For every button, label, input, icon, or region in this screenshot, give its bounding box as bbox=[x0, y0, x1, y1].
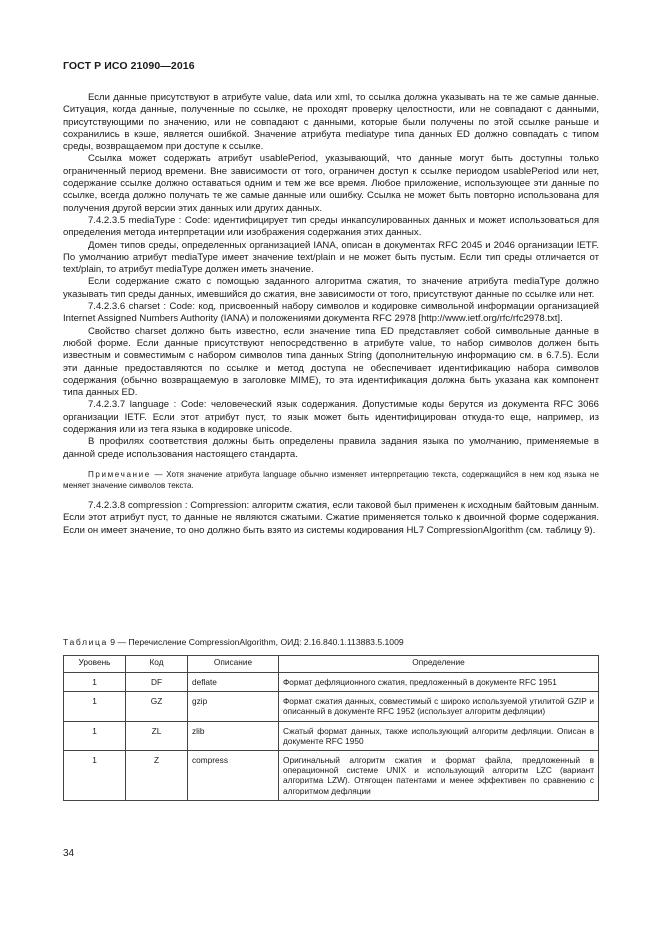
header-cell: Уровень bbox=[64, 656, 126, 673]
header-cell: Код bbox=[126, 656, 188, 673]
paragraph: Если данные присутствуют в атрибуте value, data или xml, то ссылка должна указывать на те же самые данные. Ситуация, когда данные, полученные по ссылке, не проходят проверку целостности, или не совпадают с данными, присутствующими по значению, или не совпадают с данными, которые были получены по этой ссылке раньше и сохранились в кэше, является ошибкой. Значение атрибута mediatype типа данных ED должно совпадать с типом среды, возвращаемом при доступе к ссылке. bbox=[63, 92, 599, 153]
paragraph: Домен типов среды, определенных организацией IANA, описан в документах RFC 2045 и 2046 организации IETF. По умолчанию атрибут mediaType имеет значение text/plain и не может быть пустым. Если тип среды отличается от text/plain, то атрибут mediaType должен иметь значение. bbox=[63, 239, 599, 276]
definition-cell: Формат сжатия данных, совместимый с широко используемой утилитой GZIP и описанный в документе RFC 1952 (использует алгоритм дефляции) bbox=[279, 692, 599, 721]
table-header-row bbox=[64, 656, 599, 673]
body-text bbox=[63, 92, 599, 537]
note-label: Примечание bbox=[88, 469, 151, 479]
table-caption-label: Таблица bbox=[63, 637, 108, 647]
paragraph: 7.4.2.3.5 mediaType : Code: идентифицирует тип среды инкапсулированных данных и может использоваться для определения метода интерпретации или изображения содержания этих данных. bbox=[63, 214, 599, 239]
table-row bbox=[64, 751, 599, 801]
level-cell: 1 bbox=[64, 721, 126, 750]
compression-table bbox=[63, 655, 599, 801]
code-cell: ZL bbox=[126, 721, 188, 750]
note bbox=[63, 469, 599, 491]
page-number: 34 bbox=[63, 848, 75, 859]
level-cell: 1 bbox=[64, 692, 126, 721]
paragraph-compression: 7.4.2.3.8 compression : Compression: алгоритм сжатия, если таковой был применен к исходным байтовым данным. Если этот атрибут пуст, то данные не являются сжатыми. Сжатие применяется только к двоичной форме содержания. Если он имеет значение, то оно должно быть взято из системы кодирования HL7 CompressionAlgorithm (см. таблицу 9). bbox=[63, 499, 599, 536]
paragraph: Если содержание сжато с помощью заданного алгоритма сжатия, то значение атрибута mediaType должно указывать тип среды данных, имевшийся до сжатия, вне зависимости от того, присутствуют данные по ссылке или нет. bbox=[63, 276, 599, 300]
definition-cell: Формат дефляционного сжатия, предложенный в документе RFC 1951 bbox=[279, 673, 599, 692]
standard-header: ГОСТ Р ИСО 21090—2016 bbox=[63, 60, 195, 72]
table-row bbox=[64, 692, 599, 721]
level-cell: 1 bbox=[64, 673, 126, 692]
description-cell: compress bbox=[188, 751, 279, 801]
paragraph: 7.4.2.3.6 charset : Code: код, присвоенный набору символов и кодировке символьной информации организацией Internet Assigned Numbers Authority (IANA) и положениями документа RFC 2978 [http://www.ietf.org/rfc/rfc2978.txt]. bbox=[63, 301, 599, 325]
description-cell: deflate bbox=[188, 673, 279, 692]
paragraph: 7.4.2.3.7 language : Code: человеческий язык содержания. Допустимые коды берутся из документа RFC 3066 организации IETF. Если этот атрибут пуст, то язык может быть идентифицирован откуда-то еще, например, из содержания или из тега языка в кодировке unicode. bbox=[63, 399, 599, 436]
table-row bbox=[64, 673, 599, 692]
code-cell: DF bbox=[126, 673, 188, 692]
paragraph: Ссылка может содержать атрибут usablePeriod, указывающий, что данные могут быть доступны только ограниченный период времени. Вне зависимости от того, ограничен доступ к ссылке периодом usablePeriod или нет, содержание ссылке должно оставаться одним и тем же все время. Любое приложение, использующее эти данные по ссылке, всегда должно получать те же самые данные или ошибку. Ссылка не может быть повторно использована для получения другой версии этих данных или других данных. bbox=[63, 153, 599, 214]
table-row bbox=[64, 721, 599, 750]
description-cell: gzip bbox=[188, 692, 279, 721]
code-cell: Z bbox=[126, 751, 188, 801]
header-cell: Определение bbox=[279, 656, 599, 673]
table-caption bbox=[63, 637, 599, 647]
header-cell: Описание bbox=[188, 656, 279, 673]
description-cell: zlib bbox=[188, 721, 279, 750]
definition-cell: Сжатый формат данных, также использующий алгоритм дефляции. Описан в документе RFC 1950 bbox=[279, 721, 599, 750]
note-text: — Хотя значение атрибута language обычно изменяет интерпретацию текста, содержащийся в нем код языка не меняет значение символов текста. bbox=[63, 469, 599, 490]
level-cell: 1 bbox=[64, 751, 126, 801]
table-caption-text: 9 — Перечисление CompressionAlgorithm, ОИД: 2.16.840.1.113883.5.1009 bbox=[110, 637, 404, 647]
paragraph: В профилях соответствия должны быть определены правила задания языка по умолчанию, применяемые в данной среде использования настоящего стандарта. bbox=[63, 436, 599, 460]
code-cell: GZ bbox=[126, 692, 188, 721]
definition-cell: Оригинальный алгоритм сжатия и формат файла, предложенный в операционной системе UNIX и использующий алгоритм LZC (вариант алгоритма LZW). Отягощен патентами и менее эффективен по сравнению с алгоритмом дефляции bbox=[279, 751, 599, 801]
paragraph: Свойство charset должно быть известно, если значение типа ED представляет собой символьные данные в любой форме. Если данные присутствуют непосредственно в атрибуте value, то набор символов должен быть известным и совместимым с набором символов типа данных String (дополнительную информацию см. в 6.7.5). Если эти данные предоставляются по ссылке и метод доступа не обеспечивает идентификацию набора символов содержания (обычно возвращаемую в заголовке MIME), то эта идентификация должна быть указана как компонент типа данных ED. bbox=[63, 325, 599, 399]
